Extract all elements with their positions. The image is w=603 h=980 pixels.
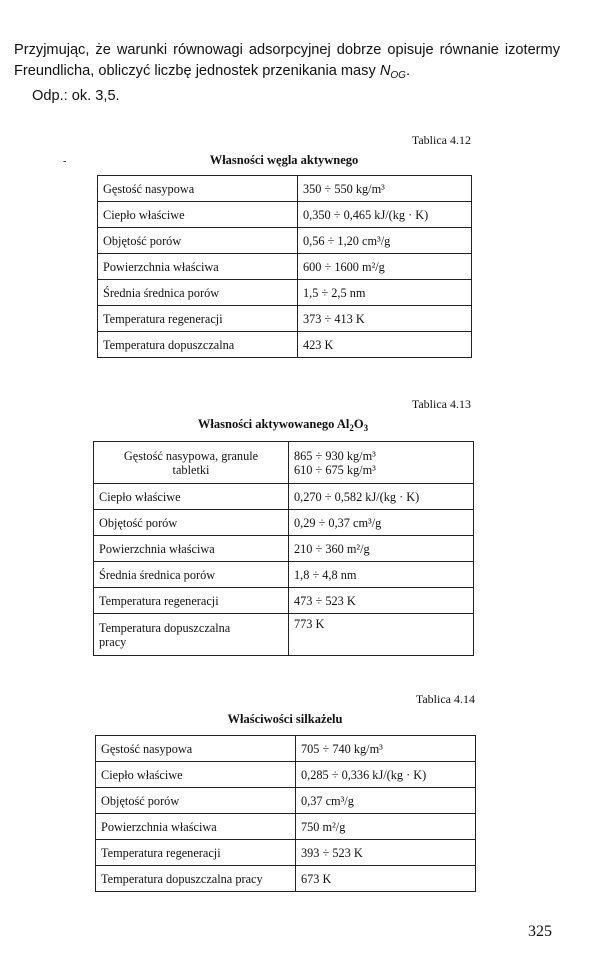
table-title-4-13: Własności aktywowanego $Al_2O_3$ [197,417,369,433]
table-row [94,484,474,510]
table-row [94,510,474,536]
property-cell: Temperatura dopuszczalna pracy [96,866,296,892]
page-number: 325 [528,923,552,940]
value-cell: 473 ÷ 523 K [289,588,474,614]
table-row [98,228,472,254]
value-cell: 0,29 ÷ 0,37 cm³/g [289,510,474,536]
property-cell: Powierzchnia właściwa [94,536,289,562]
value-cell: 865 ÷ 930 kg/m³ 610 ÷ 675 kg/m³ [289,442,474,484]
answer-line: Odp.: ok. 3,5. [32,88,120,104]
table-title-4-12: Własności węgla aktywnego [209,153,359,167]
table-row [94,588,474,614]
property-cell: Temperatura regeneracji [96,840,296,866]
value-cell: 0,350 ÷ 0,465 kJ/(kg · K) [298,202,472,228]
table-title-4-14: Właściwości silkażelu [227,712,343,726]
value-cell: 0,270 ÷ 0,582 kJ/(kg · K) [289,484,474,510]
value-cell: 1,5 ÷ 2,5 nm [298,280,472,306]
table-row [98,176,472,202]
value-cell: 773 K [289,614,474,656]
table-row [96,814,476,840]
property-cell: Objętość porów [98,228,298,254]
property-cell: Temperatura dopuszczalna pracy [94,614,289,656]
value-cell: 373 ÷ 413 K [298,306,472,332]
property-cell: Powierzchnia właściwa [96,814,296,840]
value-cell: 673 K [296,866,476,892]
value-cell: 350 ÷ 550 kg/m³ [298,176,472,202]
value-cell: 423 K [298,332,472,358]
intro-paragraph [14,40,560,107]
table-row [96,788,476,814]
value-cell: 210 ÷ 360 m²/g [289,536,474,562]
property-cell: Gęstość nasypowa, granule tabletki [94,442,289,484]
table-row [98,306,472,332]
table-4-12 [97,175,472,358]
property-cell: Średnia średnica porów [94,562,289,588]
ntu-symbol: $N_{OG}$ [379,63,406,81]
property-cell: Ciepło właściwe [98,202,298,228]
problem-sentence: Przyjmując, że warunki równowagi adsorpcyjnej dobrze opisuje równanie izotermy Freundlicha, obliczyć liczbę jednostek przenikania masy [14,42,560,79]
property-cell: Gęstość nasypowa [98,176,298,202]
table-row [94,536,474,562]
problem-text: Przyjmując, że warunki równowagi adsorpcyjnej dobrze opisuje równanie izotermy Freundlicha, obliczyć liczbę jednostek przenikania masy $N_{OG}$. [14,42,560,81]
property-cell: Średnia średnica porów [98,280,298,306]
value-cell: 1,8 ÷ 4,8 nm [289,562,474,588]
property-cell: Gęstość nasypowa [96,736,296,762]
table-row [96,840,476,866]
value-cell: 705 ÷ 740 kg/m³ [296,736,476,762]
table-4-13 [93,441,474,656]
table-row [94,442,474,484]
property-cell: Objętość porów [96,788,296,814]
property-cell: Objętość porów [94,510,289,536]
table-row [98,202,472,228]
stray-mark: - [63,156,67,167]
table-row [94,562,474,588]
property-cell: Temperatura regeneracji [94,588,289,614]
value-cell: 0,285 ÷ 0,336 kJ/(kg · K) [296,762,476,788]
value-cell: 0,56 ÷ 1,20 cm³/g [298,228,472,254]
table-row [98,332,472,358]
property-cell: Powierzchnia właściwa [98,254,298,280]
table-row [98,280,472,306]
table-row [96,762,476,788]
value-cell: 393 ÷ 523 K [296,840,476,866]
table-label-4-14: Tablica 4.14 [415,692,475,706]
table-row [98,254,472,280]
property-cell: Ciepło właściwe [94,484,289,510]
property-cell: Temperatura regeneracji [98,306,298,332]
property-cell: Temperatura dopuszczalna [98,332,298,358]
value-cell: 750 m²/g [296,814,476,840]
value-cell: 600 ÷ 1600 m²/g [298,254,472,280]
table-row [94,614,474,656]
table-4-14 [95,735,476,892]
table-label-4-13: Tablica 4.13 [411,397,471,411]
table-row [96,736,476,762]
value-cell: 0,37 cm³/g [296,788,476,814]
table-row [96,866,476,892]
property-cell: Ciepło właściwe [96,762,296,788]
table-label-4-12: Tablica 4.12 [411,133,471,147]
